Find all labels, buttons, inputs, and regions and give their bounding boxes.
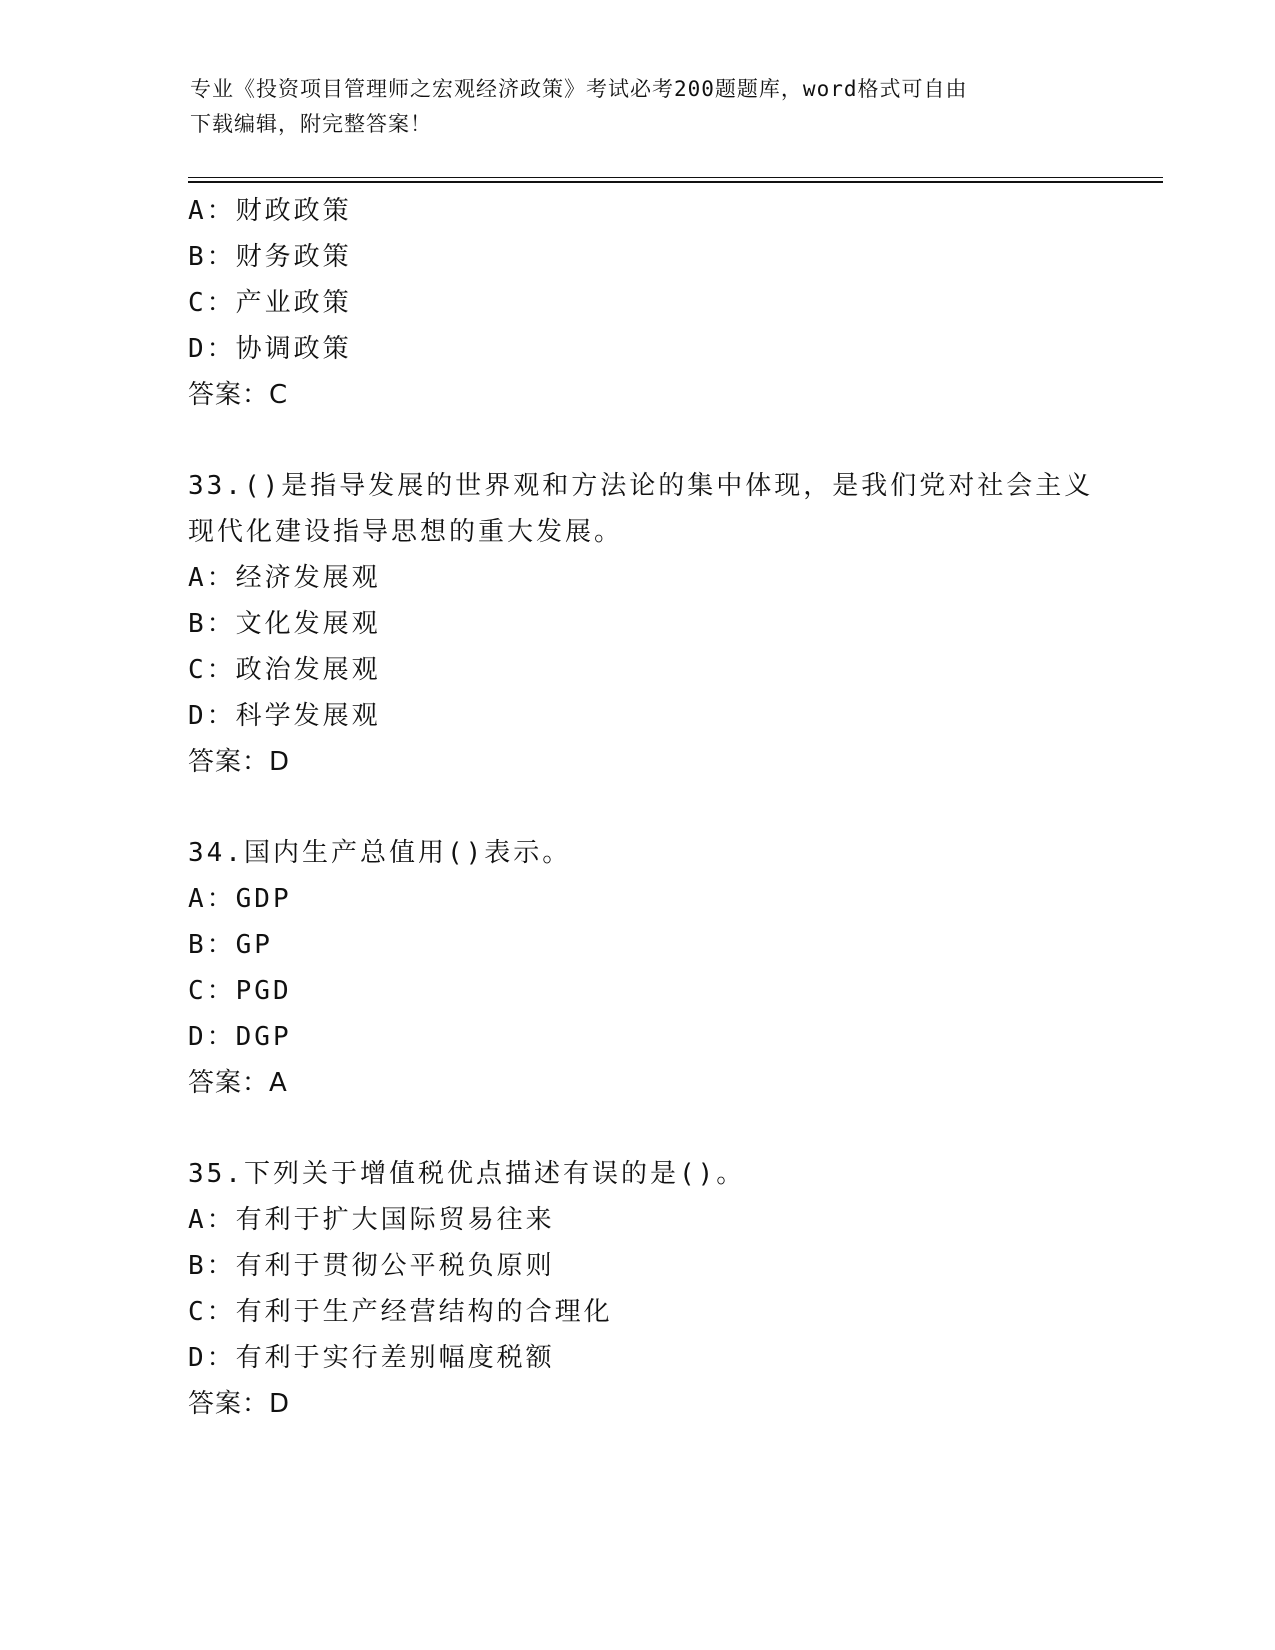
option-a: A：经济发展观 — [188, 563, 381, 593]
question-35 — [188, 1151, 1088, 1427]
option-d: D：有利于实行差别幅度税额 — [188, 1343, 555, 1373]
question-continued — [188, 188, 1088, 418]
option-b: B：有利于贯彻公平税负原则 — [188, 1251, 555, 1281]
header-divider-thin — [188, 177, 1163, 178]
option-c: C：PGD — [188, 976, 292, 1006]
option-d: D：协调政策 — [188, 334, 352, 364]
option-d: D：科学发展观 — [188, 701, 381, 731]
answer: 答案：A — [188, 1068, 288, 1098]
option-c: C：政治发展观 — [188, 655, 381, 685]
option-a: A：有利于扩大国际贸易往来 — [188, 1205, 555, 1235]
answer: 答案：D — [188, 1389, 291, 1419]
question-stem-line-1: 33.()是指导发展的世界观和方法论的集中体现，是我们党对社会主义 — [188, 471, 1094, 501]
header-divider-thick — [188, 181, 1163, 183]
question-34 — [188, 830, 1088, 1106]
option-b: B：GP — [188, 930, 273, 960]
document-header — [190, 72, 1070, 142]
answer: 答案：C — [188, 380, 289, 410]
option-c: C：有利于生产经营结构的合理化 — [188, 1297, 613, 1327]
option-b: B：文化发展观 — [188, 609, 381, 639]
question-stem-line-2: 现代化建设指导思想的重大发展。 — [188, 517, 624, 547]
question-33 — [188, 463, 1094, 785]
answer: 答案：D — [188, 747, 291, 777]
option-a: A：GDP — [188, 884, 292, 914]
question-stem-line-1: 34.国内生产总值用()表示。 — [188, 838, 572, 868]
header-line-2: 下载编辑，附完整答案！ — [190, 112, 432, 136]
question-list — [188, 188, 1094, 1427]
header-line-1: 专业《投资项目管理师之宏观经济政策》考试必考200题题库，word格式可自由 — [190, 77, 968, 101]
option-b: B：财务政策 — [188, 242, 352, 272]
option-d: D：DGP — [188, 1022, 292, 1052]
option-a: A：财政政策 — [188, 196, 352, 226]
question-stem-line-1: 35.下列关于增值税优点描述有误的是()。 — [188, 1159, 746, 1189]
option-c: C：产业政策 — [188, 288, 352, 318]
